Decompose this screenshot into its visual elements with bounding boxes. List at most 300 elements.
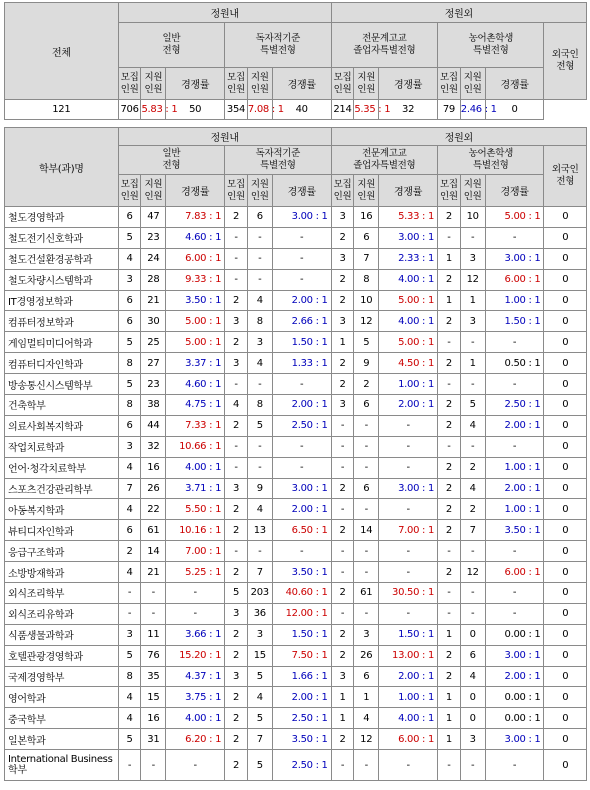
table-row [5, 624, 587, 645]
recruit-count: - [225, 541, 248, 562]
competition-ratio: - [485, 332, 544, 353]
applicant-count: 7 [354, 248, 379, 269]
recruit-count: 4 [225, 395, 248, 416]
recruit-count: 2 [438, 478, 461, 499]
foreign-count: 0 [544, 541, 587, 562]
competition-ratio: 1.50 : 1 [272, 624, 331, 645]
foreign-count: 0 [544, 562, 587, 583]
vocational-header: 전문계고교 졸업자특별전형 [331, 23, 437, 68]
foreign-count: 0 [544, 436, 587, 457]
applicant-count: 3 [354, 624, 379, 645]
applicant-count: 5 [247, 708, 272, 729]
competition-ratio: 5.00 : 1 [485, 207, 544, 228]
applicant-count: 6 [354, 666, 379, 687]
recruit-count: 7 [118, 478, 141, 499]
applicant-count: 5 [460, 395, 485, 416]
recruit-count: 2 [331, 290, 354, 311]
competition-ratio: - [485, 227, 544, 248]
recruit-count-header: 모집 인원 [438, 68, 461, 100]
competition-ratio: 6.00 : 1 [379, 729, 438, 750]
foreign-count: 0 [544, 207, 587, 228]
dept-name: 철도전기신호학과 [5, 227, 119, 248]
recruit-count: 2 [118, 541, 141, 562]
competition-ratio: 2.50 : 1 [485, 395, 544, 416]
competition-ratio: - [272, 436, 331, 457]
recruit-count: 3 [118, 624, 141, 645]
applicant-count: 9 [247, 478, 272, 499]
recruit-count: 8 [118, 666, 141, 687]
recruit-count-header: 모집 인원 [118, 68, 141, 100]
recruit-count: 5 [118, 332, 141, 353]
competition-ratio: - [485, 436, 544, 457]
recruit-count: 6 [118, 415, 141, 436]
competition-ratio: - [166, 583, 225, 604]
applicant-count: 1 [460, 353, 485, 374]
recruit-count: 2 [438, 499, 461, 520]
applicant-count: 21 [141, 290, 166, 311]
applicant-count-header: 지원 인원 [247, 175, 272, 207]
dept-name: 게임멀티미디어학과 [5, 332, 119, 353]
recruit-count: 2 [331, 520, 354, 541]
recruit-count: 2 [438, 645, 461, 666]
table-row [5, 687, 587, 708]
recruit-count: 5 [118, 227, 141, 248]
applicant-count: 61 [354, 583, 379, 604]
foreign-count: 0 [544, 499, 587, 520]
recruit-count: - [438, 603, 461, 624]
ratio-header: 경쟁률 [272, 175, 331, 207]
recruit-count: - [331, 603, 354, 624]
foreign-count: 0 [544, 332, 587, 353]
applicant-count: 28 [141, 269, 166, 290]
recruit-count: - [225, 436, 248, 457]
recruit-count: - [225, 248, 248, 269]
dept-header: 학부(과)명 [5, 128, 119, 207]
competition-ratio: 2.00 : 1 [272, 499, 331, 520]
competition-ratio: - [379, 750, 438, 781]
foreign-count: 0 [544, 269, 587, 290]
competition-ratio: 6.00 : 1 [485, 562, 544, 583]
recruit-count: 2 [331, 478, 354, 499]
recruit-count: - [118, 603, 141, 624]
competition-ratio: 2.46 : 1 [460, 100, 485, 120]
applicant-count-header: 지원 인원 [460, 175, 485, 207]
dept-name: 컴퓨터디자인학과 [5, 353, 119, 374]
recruit-count: 32 [379, 100, 438, 120]
competition-ratio: 3.00 : 1 [485, 729, 544, 750]
competition-ratio: 2.00 : 1 [272, 290, 331, 311]
competition-ratio: 1.50 : 1 [272, 332, 331, 353]
applicant-count: 10 [460, 207, 485, 228]
competition-ratio: 3.71 : 1 [166, 478, 225, 499]
applicant-count: 8 [247, 395, 272, 416]
recruit-count: 2 [225, 687, 248, 708]
applicant-count: 2 [354, 374, 379, 395]
table-row [5, 332, 587, 353]
dept-name: IT경영정보학과 [5, 290, 119, 311]
competition-ratio: 5.25 : 1 [166, 562, 225, 583]
competition-ratio: 3.50 : 1 [485, 520, 544, 541]
table-row [5, 708, 587, 729]
applicant-count: - [141, 750, 166, 781]
recruit-count: 5 [118, 645, 141, 666]
recruit-count: 3 [331, 666, 354, 687]
applicant-count: 4 [247, 290, 272, 311]
applicant-count: 35 [141, 666, 166, 687]
applicant-count: 30 [141, 311, 166, 332]
foreign-count: 0 [544, 248, 587, 269]
competition-ratio: 2.50 : 1 [272, 415, 331, 436]
applicant-count: 26 [141, 478, 166, 499]
recruit-count: - [331, 499, 354, 520]
applicant-count: 354 [225, 100, 248, 120]
applicant-count: 44 [141, 415, 166, 436]
dept-name: 방송통신시스템학부 [5, 374, 119, 395]
recruit-count: 1 [438, 624, 461, 645]
recruit-count: 4 [118, 708, 141, 729]
recruit-count: 8 [118, 395, 141, 416]
applicant-count: - [354, 499, 379, 520]
general-header: 일반 전형 [118, 146, 224, 175]
recruit-count: 8 [118, 353, 141, 374]
recruit-count: 2 [225, 645, 248, 666]
ratio-header: 경쟁률 [485, 175, 544, 207]
competition-ratio: 1.33 : 1 [272, 353, 331, 374]
competition-ratio: 2.00 : 1 [485, 478, 544, 499]
table-row [5, 227, 587, 248]
competition-ratio: 6.00 : 1 [485, 269, 544, 290]
dept-name: 소방방재학과 [5, 562, 119, 583]
competition-ratio: - [485, 583, 544, 604]
table-row [5, 583, 587, 604]
applicant-count: 3 [247, 624, 272, 645]
recruit-count: - [438, 750, 461, 781]
recruit-count: - [438, 374, 461, 395]
competition-ratio: - [485, 750, 544, 781]
applicant-count: 7 [247, 562, 272, 583]
recruit-count-header: 모집 인원 [331, 68, 354, 100]
recruit-count: 3 [225, 478, 248, 499]
applicant-count: 22 [141, 499, 166, 520]
recruit-count: - [331, 415, 354, 436]
competition-ratio: 7.50 : 1 [272, 645, 331, 666]
competition-ratio: - [379, 562, 438, 583]
competition-ratio: 1.00 : 1 [485, 290, 544, 311]
recruit-count: 50 [166, 100, 225, 120]
competition-ratio: 1.00 : 1 [379, 687, 438, 708]
competition-ratio: 5.33 : 1 [379, 207, 438, 228]
competition-ratio: 2.00 : 1 [485, 666, 544, 687]
applicant-count: - [460, 603, 485, 624]
competition-ratio: - [272, 227, 331, 248]
recruit-count: 2 [225, 290, 248, 311]
recruit-count: 2 [225, 499, 248, 520]
applicant-count: - [354, 603, 379, 624]
dept-name: 중국학부 [5, 708, 119, 729]
recruit-count: 40 [272, 100, 331, 120]
recruit-count: 1 [438, 248, 461, 269]
applicant-count: 14 [141, 541, 166, 562]
table-row [5, 520, 587, 541]
foreign-count: 0 [544, 311, 587, 332]
competition-ratio: 10.16 : 1 [166, 520, 225, 541]
applicant-count: - [247, 374, 272, 395]
applicant-count: 13 [247, 520, 272, 541]
competition-ratio: 10.66 : 1 [166, 436, 225, 457]
applicant-count: 38 [141, 395, 166, 416]
applicant-count: 706 [118, 100, 141, 120]
applicant-count: 6 [247, 207, 272, 228]
applicant-count: 23 [141, 227, 166, 248]
competition-ratio: 0.00 : 1 [485, 624, 544, 645]
competition-ratio: - [379, 436, 438, 457]
competition-ratio: - [272, 541, 331, 562]
competition-ratio: - [166, 750, 225, 781]
applicant-count: 79 [438, 100, 461, 120]
recruit-count: - [438, 332, 461, 353]
table-row [5, 353, 587, 374]
competition-ratio: - [379, 541, 438, 562]
applicant-count-header: 지원 인원 [141, 68, 166, 100]
applicant-count-header: 지원 인원 [354, 175, 379, 207]
competition-ratio: 3.75 : 1 [166, 687, 225, 708]
recruit-count: 2 [225, 207, 248, 228]
table-row [5, 311, 587, 332]
competition-ratio: 15.20 : 1 [166, 645, 225, 666]
applicant-count: - [247, 457, 272, 478]
recruit-count-header: 모집 인원 [225, 175, 248, 207]
applicant-count: 4 [460, 478, 485, 499]
ratio-header: 경쟁률 [272, 68, 331, 100]
foreign-count: 0 [485, 100, 544, 120]
applicant-count: - [460, 436, 485, 457]
applicant-count: 0 [460, 708, 485, 729]
recruit-count: 3 [225, 666, 248, 687]
table-row [5, 478, 587, 499]
applicant-count-header: 지원 인원 [247, 68, 272, 100]
recruit-count: 1 [331, 708, 354, 729]
foreign-count: 0 [544, 395, 587, 416]
applicant-count: 8 [247, 311, 272, 332]
recruit-count-header: 모집 인원 [225, 68, 248, 100]
ratio-header: 경쟁률 [166, 175, 225, 207]
recruit-count-header: 모집 인원 [331, 175, 354, 207]
applicant-count: 5 [354, 332, 379, 353]
applicant-count: 26 [354, 645, 379, 666]
applicant-count: - [354, 436, 379, 457]
competition-ratio: 4.75 : 1 [166, 395, 225, 416]
competition-ratio: 7.08 : 1 [247, 100, 272, 120]
table-row [5, 541, 587, 562]
competition-ratio: - [272, 269, 331, 290]
competition-ratio: 1.50 : 1 [485, 311, 544, 332]
recruit-count: 3 [225, 603, 248, 624]
foreign-count: 0 [544, 457, 587, 478]
dept-name: 뷰티디자인학과 [5, 520, 119, 541]
applicant-count: - [460, 750, 485, 781]
competition-ratio: 3.50 : 1 [166, 290, 225, 311]
recruit-count: 4 [118, 248, 141, 269]
competition-ratio: - [166, 603, 225, 624]
competition-ratio: - [485, 541, 544, 562]
competition-ratio: 1.00 : 1 [485, 499, 544, 520]
applicant-count: 31 [141, 729, 166, 750]
competition-ratio: - [379, 415, 438, 436]
recruit-count: 2 [438, 395, 461, 416]
competition-ratio: 2.66 : 1 [272, 311, 331, 332]
competition-ratio: - [272, 374, 331, 395]
applicant-count: 3 [460, 729, 485, 750]
applicant-count: - [460, 227, 485, 248]
applicant-count: 21 [141, 562, 166, 583]
recruit-count: 2 [438, 415, 461, 436]
competition-ratio: 2.33 : 1 [379, 248, 438, 269]
applicant-count: - [354, 415, 379, 436]
applicant-count: 0 [460, 687, 485, 708]
foreign-count: 0 [544, 478, 587, 499]
competition-ratio: 4.00 : 1 [379, 269, 438, 290]
foreign-count: 0 [544, 374, 587, 395]
competition-ratio: 2.50 : 1 [272, 708, 331, 729]
competition-ratio: 4.00 : 1 [166, 457, 225, 478]
table-row [5, 207, 587, 228]
foreign-count: 0 [544, 353, 587, 374]
applicant-count: 5 [247, 415, 272, 436]
recruit-count: 2 [225, 520, 248, 541]
competition-ratio: 3.00 : 1 [272, 478, 331, 499]
ratio-header: 경쟁률 [379, 68, 438, 100]
recruit-count: 2 [438, 562, 461, 583]
competition-ratio: 5.00 : 1 [166, 332, 225, 353]
recruit-count: 2 [438, 269, 461, 290]
applicant-count: 6 [354, 478, 379, 499]
applicant-count: 5 [247, 750, 272, 781]
competition-ratio: 40.60 : 1 [272, 583, 331, 604]
recruit-count: 3 [331, 311, 354, 332]
competition-ratio: 6.00 : 1 [166, 248, 225, 269]
dept-name: 철도경영학과 [5, 207, 119, 228]
foreign-count: 0 [544, 750, 587, 781]
disabled-header: 독자적기준 특별전형 [225, 23, 331, 68]
applicant-count: 3 [460, 248, 485, 269]
recruit-count: 6 [118, 520, 141, 541]
applicant-count: 1 [354, 687, 379, 708]
applicant-count: 12 [460, 562, 485, 583]
competition-ratio: 2.00 : 1 [272, 687, 331, 708]
applicant-count-header: 지원 인원 [141, 175, 166, 207]
applicant-count: 16 [141, 457, 166, 478]
applicant-count: 4 [247, 353, 272, 374]
applicant-count: 4 [460, 666, 485, 687]
recruit-count: 3 [118, 269, 141, 290]
recruit-count: - [225, 374, 248, 395]
applicant-count: 36 [247, 603, 272, 624]
applicant-count: 8 [354, 269, 379, 290]
foreign-count: 0 [544, 687, 587, 708]
dept-name: International Business 학부 [5, 750, 119, 781]
competition-ratio: - [485, 603, 544, 624]
recruit-count: 2 [225, 624, 248, 645]
recruit-count: 2 [438, 666, 461, 687]
dept-name: 아동복지학과 [5, 499, 119, 520]
competition-ratio: 5.00 : 1 [379, 332, 438, 353]
recruit-count: 4 [118, 687, 141, 708]
competition-ratio: 5.00 : 1 [379, 290, 438, 311]
competition-ratio: 4.00 : 1 [379, 311, 438, 332]
competition-ratio: 1.50 : 1 [379, 624, 438, 645]
competition-ratio: 0.50 : 1 [485, 353, 544, 374]
ratio-header: 경쟁률 [379, 175, 438, 207]
competition-ratio: 30.50 : 1 [379, 583, 438, 604]
applicant-count: 15 [141, 687, 166, 708]
foreign-count: 0 [544, 290, 587, 311]
vocational-header: 전문계고교 졸업자특별전형 [331, 146, 437, 175]
competition-ratio: - [485, 374, 544, 395]
table-row [5, 499, 587, 520]
foreign-count: 0 [544, 666, 587, 687]
summary-table [4, 2, 587, 120]
recruit-count: 5 [225, 583, 248, 604]
department-table [4, 127, 587, 781]
dept-name: 스포츠건강관리학부 [5, 478, 119, 499]
recruit-count: - [438, 583, 461, 604]
applicant-count: 16 [354, 207, 379, 228]
competition-ratio: 4.60 : 1 [166, 227, 225, 248]
dept-name: 호텔관광경영학과 [5, 645, 119, 666]
dept-name: 작업치료학과 [5, 436, 119, 457]
recruit-count: - [225, 227, 248, 248]
competition-ratio: 5.83 : 1 [141, 100, 166, 120]
competition-ratio: 3.66 : 1 [166, 624, 225, 645]
applicant-count: 3 [460, 311, 485, 332]
applicant-count: - [141, 583, 166, 604]
competition-ratio: 0.00 : 1 [485, 708, 544, 729]
dept-name: 건축학부 [5, 395, 119, 416]
competition-ratio: 6.50 : 1 [272, 520, 331, 541]
recruit-count: - [438, 227, 461, 248]
competition-ratio: 7.33 : 1 [166, 415, 225, 436]
foreign-header: 외국인 전형 [544, 23, 587, 100]
competition-ratio: 4.00 : 1 [379, 708, 438, 729]
recruit-count: 3 [331, 395, 354, 416]
recruit-count: 1 [331, 332, 354, 353]
table-row [5, 290, 587, 311]
recruit-count: 3 [225, 311, 248, 332]
applicant-count: 3 [247, 332, 272, 353]
competition-ratio: 9.33 : 1 [166, 269, 225, 290]
recruit-count: - [438, 541, 461, 562]
ratio-header: 경쟁률 [166, 68, 225, 100]
foreign-count: 0 [544, 520, 587, 541]
dept-name: 응급구조학과 [5, 541, 119, 562]
recruit-count: 2 [331, 227, 354, 248]
recruit-count: 4 [118, 562, 141, 583]
applicant-count: 10 [354, 290, 379, 311]
table-row [5, 729, 587, 750]
recruit-count: - [438, 436, 461, 457]
recruit-count: 121 [5, 100, 119, 120]
competition-ratio: 13.00 : 1 [379, 645, 438, 666]
competition-ratio: 7.00 : 1 [379, 520, 438, 541]
recruit-count: 1 [438, 729, 461, 750]
recruit-count: 1 [438, 687, 461, 708]
recruit-count: - [331, 750, 354, 781]
competition-ratio: 5.35 : 1 [354, 100, 379, 120]
applicant-count: 16 [141, 708, 166, 729]
recruit-count: - [331, 457, 354, 478]
recruit-count: 5 [118, 374, 141, 395]
dept-name: 국제경영학부 [5, 666, 119, 687]
